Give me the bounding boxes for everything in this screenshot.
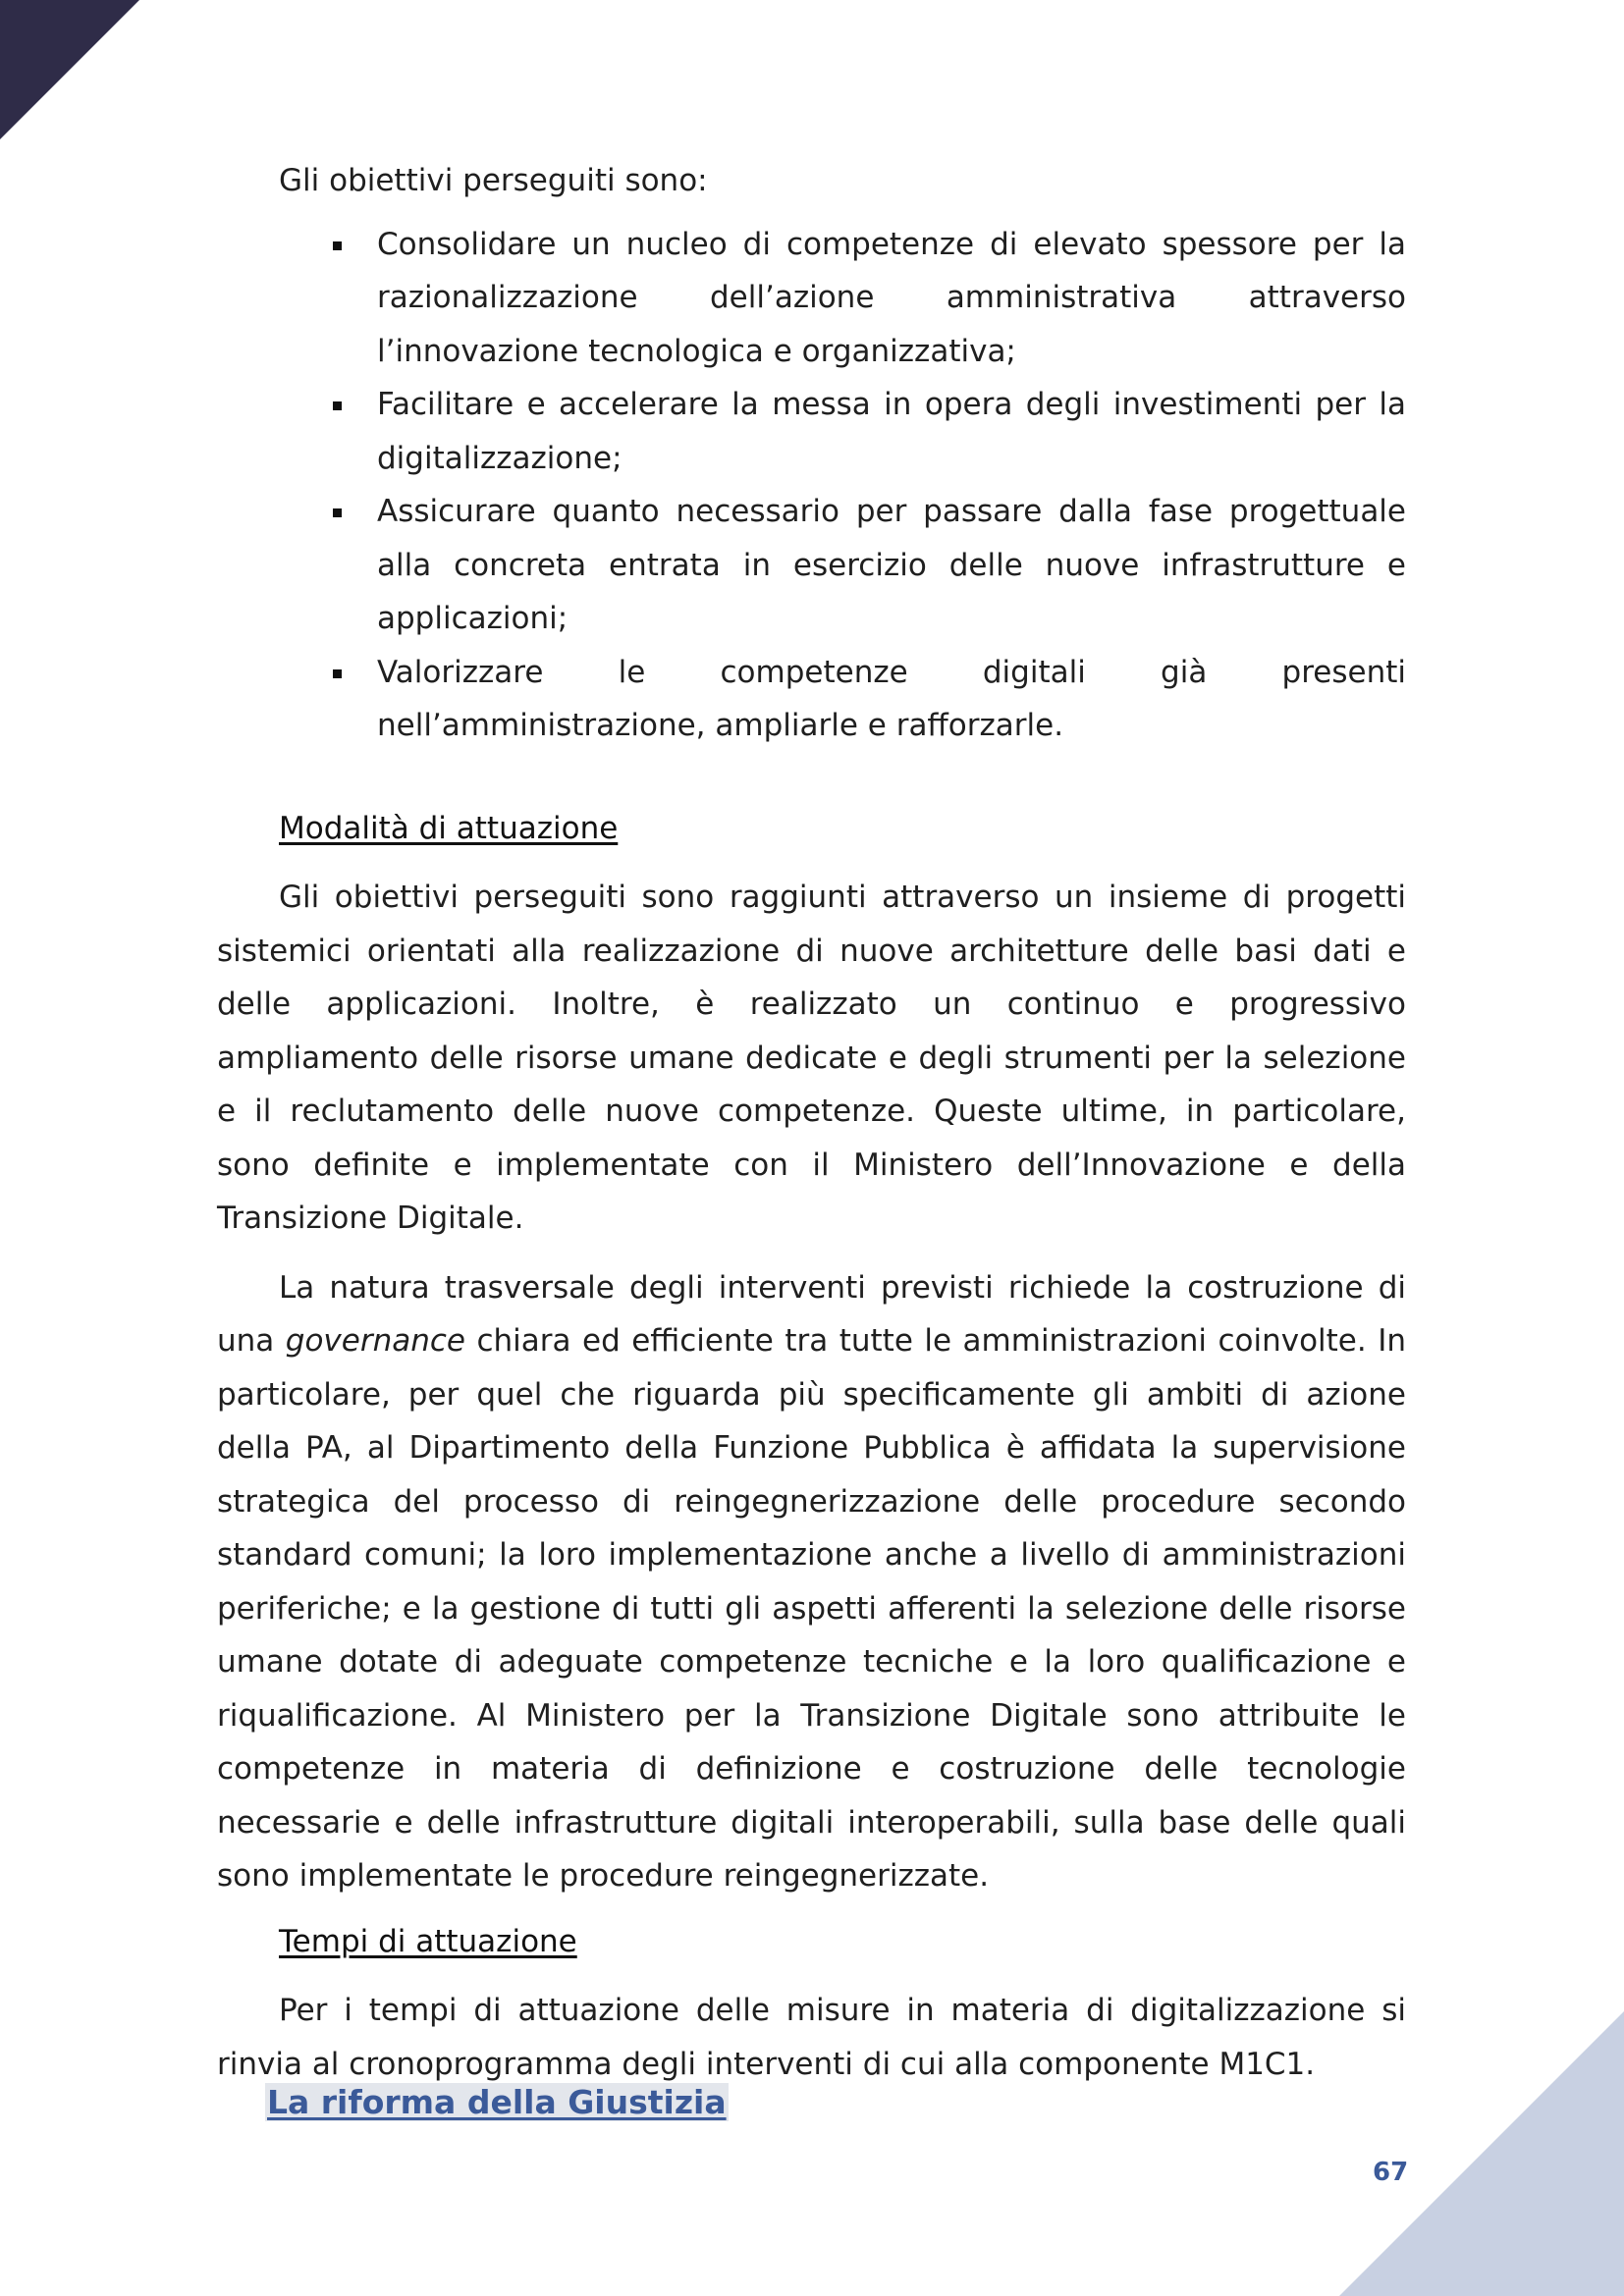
paragraph-attuazione: Gli obiettivi perseguiti sono raggiunti attraverso un insieme di progetti sistemici orientati alla realizzazione di nuove architetture delle basi dati e delle applicazioni. Inoltre, è realizzato un continuo e progressivo ampliamento delle risorse umane dedicate e degli strumenti per la selezione e il reclutamento delle nuove competenze. Queste ultime, in particolare, sono definite e implementate con il Ministero dell’Innovazione e della Transizione Digitale. (217, 880, 1406, 1236)
list-item: Valorizzare le competenze digitali già presenti nell’amministrazione, ampliarle e rafforzarle. (377, 646, 1406, 753)
corner-decoration-top-left (0, 0, 139, 139)
section-link-riforma-giustizia[interactable]: La riforma della Giustizia (267, 2083, 727, 2121)
paragraph-governance (217, 1261, 1406, 1903)
list-item: Assicurare quanto necessario per passare dalla fase progettuale alla concreta entrata in esercizio delle nuove infrastrutture e applicazioni; (377, 485, 1406, 646)
page-number: 67 (1373, 2158, 1409, 2187)
heading-modalita-attuazione: Modalità di attuazione (279, 810, 619, 846)
italic-term: governance (285, 1323, 465, 1359)
paragraph-text: chiara ed efficiente tra tutte le amministrazioni coinvolte. In particolare, per quel che riguarda più specificamente gli ambiti di azione della PA, al Dipartimento della Funzione Pubblica è affidata la supervisione strategica del processo di reingegnerizzazione delle procedure secondo standard comuni; la loro implementazione anche a livello di amministrazioni periferiche; e la gestione di tutti gli aspetti afferenti la selezione delle risorse umane dotate di adeguate competenze tecniche e la loro qualificazione e riqualificazione. Al Ministero per la Transizione Digitale sono attribuite le competenze in materia di definizione e costruzione delle tecnologie necessarie e delle infrastrutture digitali interoperabili, sulla base delle quali sono implementate le procedure reingegnerizzate. (217, 1323, 1406, 1894)
objectives-list (217, 218, 1406, 753)
list-item: Consolidare un nucleo di competenze di elevato spessore per la razionalizzazione dell’azione amministrativa attraverso l’innovazione tecnologica e organizzativa; (377, 218, 1406, 379)
heading-tempi-attuazione: Tempi di attuazione (279, 1923, 577, 1959)
list-item: Facilitare e accelerare la messa in opera degli investimenti per la digitalizzazione; (377, 378, 1406, 485)
intro-text: Gli obiettivi perseguiti sono: (279, 163, 708, 198)
paragraph-text: La natura trasversale degli interventi previsti richiede la costruzione di una (217, 1269, 1406, 1359)
page-content (217, 147, 1406, 2091)
paragraph-tempi: Per i tempi di attuazione delle misure in materia di digitalizzazione si rinvia al cronoprogramma degli interventi di cui alla componente M1C1. (217, 1993, 1406, 2082)
